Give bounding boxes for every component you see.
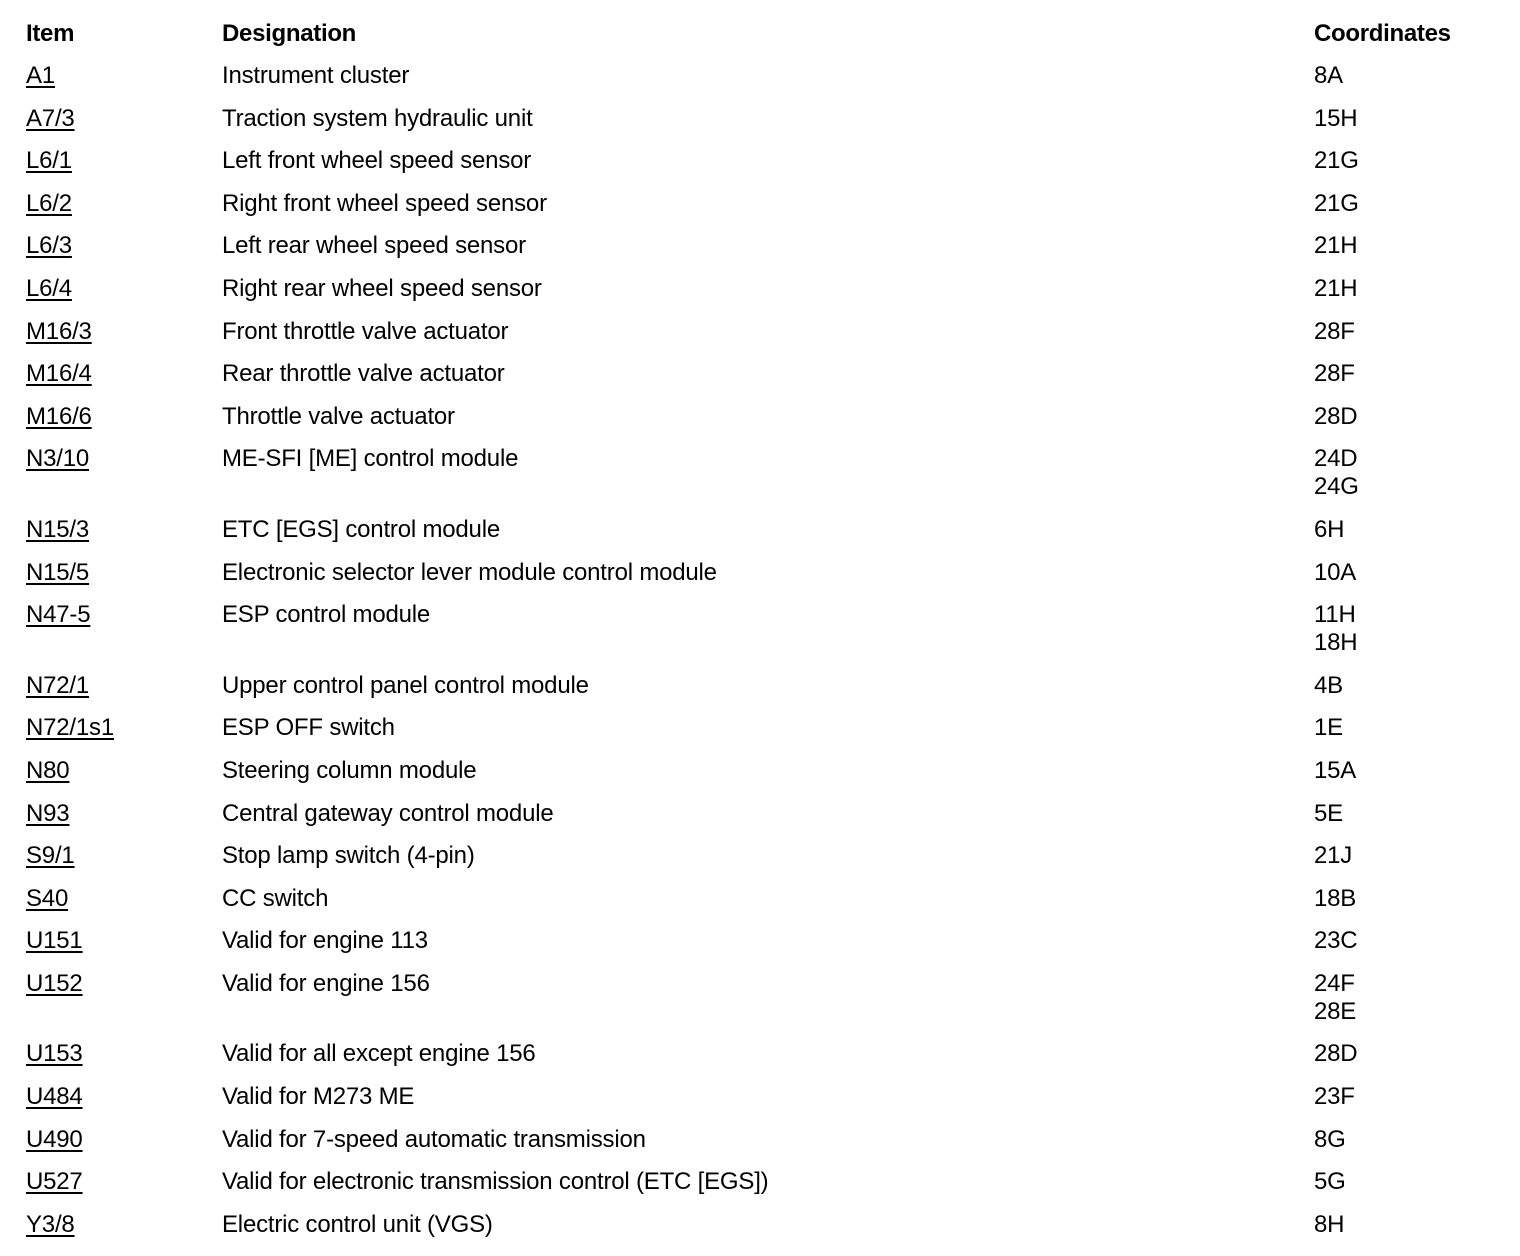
table-row <box>20 1076 1500 1119</box>
item-cell <box>20 396 216 439</box>
item-cell <box>20 438 216 509</box>
coordinates-cell <box>1308 1161 1500 1204</box>
item-cell <box>20 1033 216 1076</box>
coordinates-cell <box>1308 750 1500 793</box>
item-cell <box>20 268 216 311</box>
designation-cell: Left rear wheel speed sensor <box>222 232 526 260</box>
designation-cell: Stop lamp switch (4-pin) <box>222 842 475 870</box>
item-link[interactable]: U484 <box>26 1083 83 1111</box>
table-row <box>20 920 1500 963</box>
coordinate-value: 5G <box>1314 1168 1346 1196</box>
table-body <box>20 55 1500 1246</box>
item-link[interactable]: L6/4 <box>26 274 72 302</box>
coordinates-cell <box>1308 55 1500 98</box>
coordinates-cell <box>1308 98 1500 141</box>
coordinates-cell <box>1308 353 1500 396</box>
coordinate-value: 21G <box>1314 189 1359 217</box>
table-row <box>20 268 1500 311</box>
item-cell <box>20 140 216 183</box>
designation-cell: Front throttle valve actuator <box>222 317 509 345</box>
table-row <box>20 311 1500 354</box>
table-row <box>20 396 1500 439</box>
designation-cell: Left front wheel speed sensor <box>222 147 532 175</box>
item-cell <box>20 552 216 595</box>
item-link[interactable]: M16/4 <box>26 360 92 388</box>
table-row <box>20 552 1500 595</box>
coordinates-cell <box>1308 438 1500 509</box>
item-cell <box>20 1119 216 1162</box>
coordinates-cell <box>1308 963 1500 1034</box>
item-cell <box>20 793 216 836</box>
designation-cell: Right front wheel speed sensor <box>222 189 547 217</box>
item-cell <box>20 750 216 793</box>
coordinate-value: 21H <box>1314 232 1358 260</box>
item-cell <box>20 55 216 98</box>
coordinates-cell <box>1308 793 1500 836</box>
table-row <box>20 438 1500 509</box>
item-link[interactable]: S40 <box>26 884 69 912</box>
item-cell <box>20 835 216 878</box>
item-link[interactable]: S9/1 <box>26 842 75 870</box>
designation-cell: Electric control unit (VGS) <box>222 1210 493 1238</box>
table-row <box>20 835 1500 878</box>
table-row <box>20 140 1500 183</box>
coordinates-cell <box>1308 1033 1500 1076</box>
item-link[interactable]: M16/6 <box>26 402 92 430</box>
coordinate-value: 11H <box>1314 601 1356 629</box>
coordinates-cell <box>1308 509 1500 552</box>
item-cell <box>20 98 216 141</box>
item-link[interactable]: U152 <box>26 969 83 997</box>
item-link[interactable]: N80 <box>26 756 70 784</box>
table-header-row <box>20 14 1500 55</box>
designation-cell: Valid for electronic transmission control (ETC [EGS]) <box>222 1168 769 1196</box>
coordinate-value: 21H <box>1314 274 1358 302</box>
item-cell <box>20 225 216 268</box>
coordinate-value: 8A <box>1314 62 1343 89</box>
item-cell <box>20 665 216 708</box>
coordinate-value: 24F <box>1314 969 1355 997</box>
coordinates-cell <box>1308 268 1500 311</box>
coordinate-value: 6H <box>1314 515 1345 543</box>
coordinate-value: 5E <box>1314 799 1343 827</box>
item-link[interactable]: N15/3 <box>26 515 90 543</box>
designation-cell: Traction system hydraulic unit <box>222 104 533 132</box>
item-cell <box>20 963 216 1034</box>
item-link[interactable]: M16/3 <box>26 317 92 345</box>
item-link[interactable]: Y3/8 <box>26 1210 75 1238</box>
coordinates-cell <box>1308 1076 1500 1119</box>
designation-cell: Valid for 7-speed automatic transmission <box>222 1125 646 1153</box>
header-item: Item <box>26 20 75 47</box>
item-link[interactable]: L6/1 <box>26 147 72 175</box>
coordinate-value: 15A <box>1314 756 1357 784</box>
coordinates-cell <box>1308 396 1500 439</box>
coordinates-cell <box>1308 311 1500 354</box>
designation-cell: CC switch <box>222 884 329 912</box>
table-row <box>20 750 1500 793</box>
item-cell <box>20 1161 216 1204</box>
coordinate-value: 8G <box>1314 1125 1346 1153</box>
component-table <box>20 14 1500 1246</box>
item-link[interactable]: U153 <box>26 1040 83 1068</box>
item-link[interactable]: N3/10 <box>26 445 90 473</box>
coordinates-cell <box>1308 594 1500 665</box>
table-row <box>20 793 1500 836</box>
item-cell <box>20 1204 216 1247</box>
coordinate-value: 28E <box>1314 997 1357 1025</box>
coordinates-cell <box>1308 835 1500 878</box>
coordinates-cell <box>1308 665 1500 708</box>
item-cell <box>20 707 216 750</box>
item-link[interactable]: N72/1s1 <box>26 714 114 742</box>
table-row <box>20 707 1500 750</box>
coordinates-cell <box>1308 225 1500 268</box>
item-cell <box>20 920 216 963</box>
item-cell <box>20 311 216 354</box>
coordinate-value: 21J <box>1314 842 1353 870</box>
header-coordinates: Coordinates <box>1314 20 1451 47</box>
item-link[interactable]: U527 <box>26 1168 83 1196</box>
coordinates-cell <box>1308 183 1500 226</box>
designation-cell: Central gateway control module <box>222 799 554 827</box>
designation-cell: Upper control panel control module <box>222 671 589 699</box>
coordinate-value: 18H <box>1314 629 1358 657</box>
coordinate-value: 23C <box>1314 927 1358 955</box>
coordinates-cell <box>1308 707 1500 750</box>
designation-cell: Throttle valve actuator <box>222 402 455 430</box>
table-row <box>20 225 1500 268</box>
designation-cell: Valid for all except engine 156 <box>222 1040 536 1068</box>
coordinate-value: 1E <box>1314 714 1343 742</box>
coordinate-value: 24G <box>1314 473 1359 501</box>
item-link[interactable]: A7/3 <box>26 104 75 132</box>
item-link[interactable]: L6/3 <box>26 232 72 260</box>
coordinates-cell <box>1308 1204 1500 1247</box>
header-designation: Designation <box>222 20 357 47</box>
coordinate-value: 4B <box>1314 671 1343 699</box>
item-cell <box>20 353 216 396</box>
table-row <box>20 183 1500 226</box>
designation-cell: ESP control module <box>222 601 431 629</box>
designation-cell: Valid for engine 156 <box>222 969 430 997</box>
designation-cell: ETC [EGS] control module <box>222 515 500 543</box>
coordinate-value: 28F <box>1314 317 1355 345</box>
designation-cell: Valid for M273 ME <box>222 1083 415 1111</box>
table-row <box>20 1161 1500 1204</box>
table-row <box>20 878 1500 921</box>
item-link[interactable]: U490 <box>26 1125 83 1153</box>
item-cell <box>20 878 216 921</box>
item-link[interactable]: N15/5 <box>26 558 90 586</box>
table-row <box>20 509 1500 552</box>
table-row <box>20 963 1500 1034</box>
designation-cell: Right rear wheel speed sensor <box>222 274 542 302</box>
table-row <box>20 1033 1500 1076</box>
coordinate-value: 28F <box>1314 360 1355 388</box>
item-link[interactable]: N72/1 <box>26 671 90 699</box>
item-cell <box>20 1076 216 1119</box>
table-row <box>20 98 1500 141</box>
coordinate-value: 15H <box>1314 104 1358 132</box>
table-row <box>20 594 1500 665</box>
coordinates-cell <box>1308 552 1500 595</box>
designation-cell: ME-SFI [ME] control module <box>222 445 519 473</box>
item-link[interactable]: N47-5 <box>26 601 91 629</box>
table-row <box>20 1119 1500 1162</box>
designation-cell: Electronic selector lever module control module <box>222 558 717 586</box>
table-row <box>20 353 1500 396</box>
coordinates-cell <box>1308 140 1500 183</box>
item-cell <box>20 594 216 665</box>
coordinates-cell <box>1308 920 1500 963</box>
coordinate-value: 24D <box>1314 445 1358 473</box>
coordinate-value: 23F <box>1314 1083 1355 1111</box>
item-cell <box>20 183 216 226</box>
coordinate-value: 8H <box>1314 1210 1345 1238</box>
designation-cell: Rear throttle valve actuator <box>222 360 505 388</box>
table-row <box>20 55 1500 98</box>
designation-cell: Valid for engine 113 <box>222 927 428 955</box>
item-link[interactable]: L6/2 <box>26 189 72 217</box>
table-row <box>20 1204 1500 1247</box>
item-cell <box>20 509 216 552</box>
coordinates-cell <box>1308 878 1500 921</box>
table-row <box>20 665 1500 708</box>
coordinate-value: 10A <box>1314 558 1357 586</box>
coordinate-value: 28D <box>1314 402 1358 430</box>
coordinate-value: 28D <box>1314 1040 1358 1068</box>
designation-cell: Instrument cluster <box>222 62 410 89</box>
designation-cell: ESP OFF switch <box>222 714 395 742</box>
designation-cell: Steering column module <box>222 756 477 784</box>
coordinates-cell <box>1308 1119 1500 1162</box>
coordinate-value: 18B <box>1314 884 1357 912</box>
coordinate-value: 21G <box>1314 147 1359 175</box>
item-link[interactable]: A1 <box>26 62 55 89</box>
item-link[interactable]: N93 <box>26 799 70 827</box>
item-link[interactable]: U151 <box>26 927 83 955</box>
